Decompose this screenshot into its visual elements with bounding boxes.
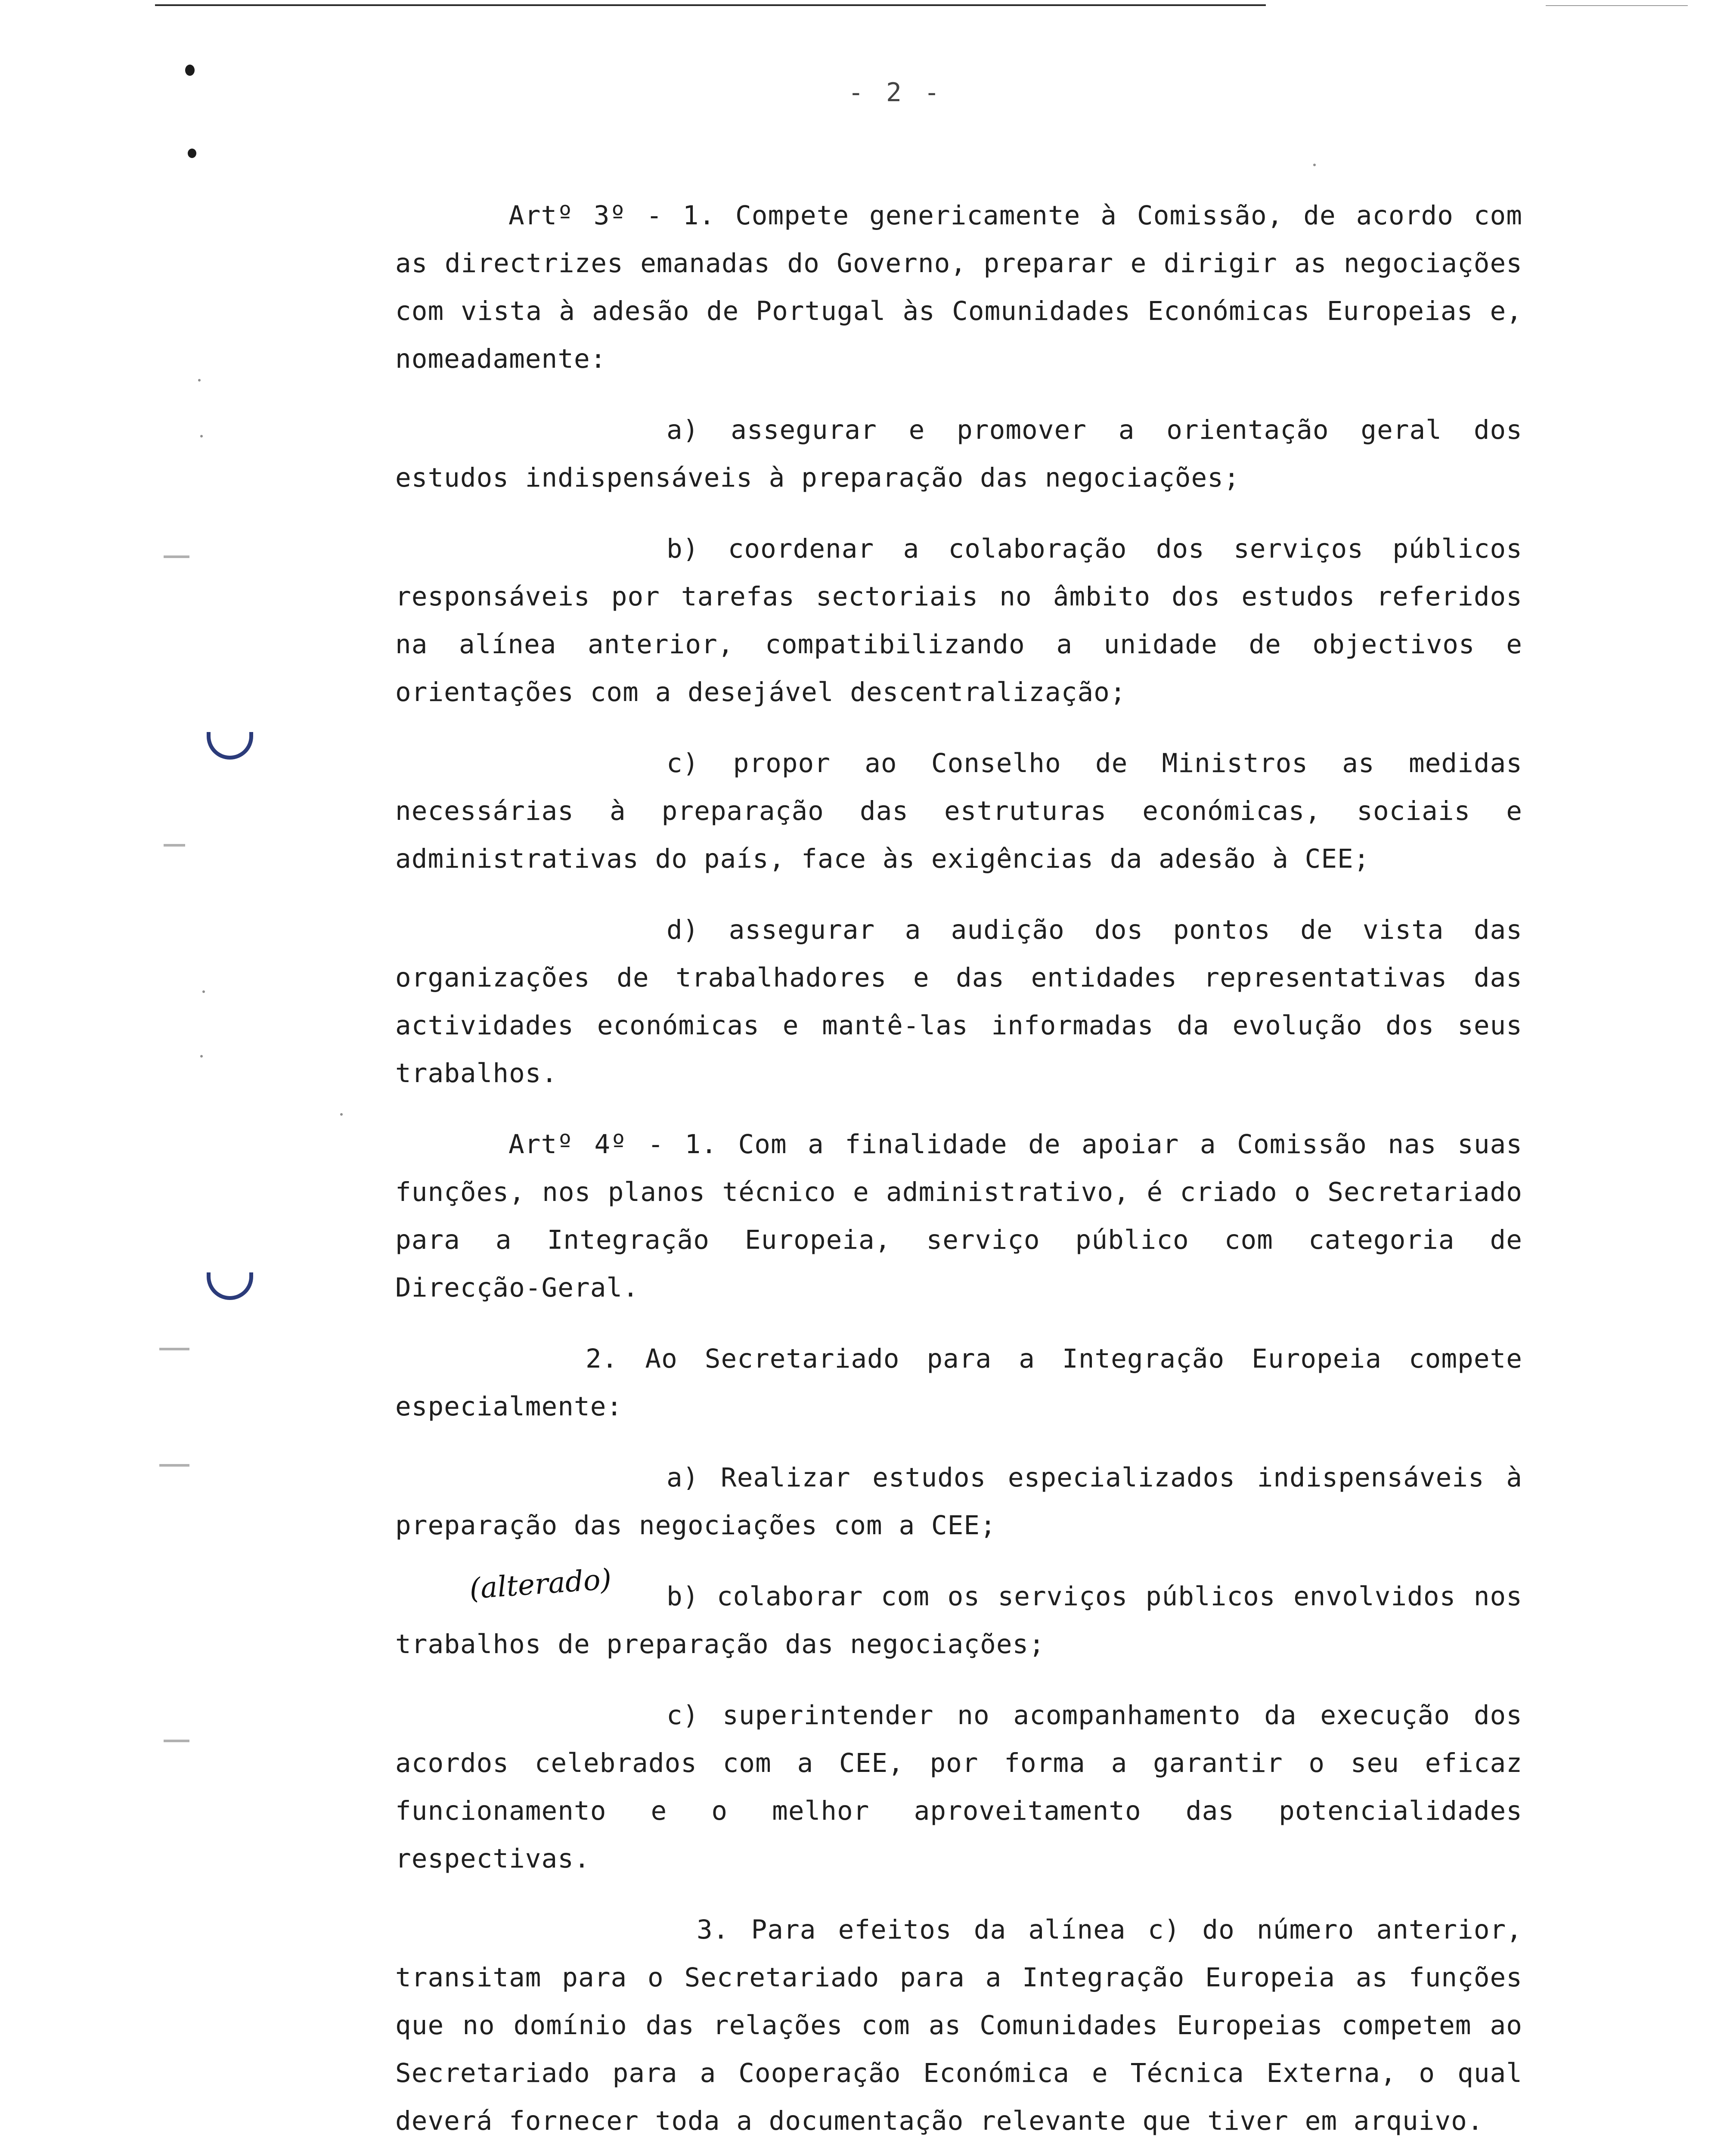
binder-hole-mark bbox=[207, 732, 253, 760]
scan-speck bbox=[200, 1055, 203, 1058]
scan-speck bbox=[340, 1113, 343, 1116]
scan-speck bbox=[202, 990, 205, 993]
page-number: - 2 - bbox=[848, 78, 943, 108]
article-3-item-c: c) propor ao Conselho de Ministros as medidas necessárias à preparação das estruturas económicas, sociais e administrativas do país, face às exigências da adesão à CEE; bbox=[395, 748, 1522, 874]
article-3-item-d: d) assegurar a audição dos pontos de vista das organizações de trabalhadores e das entidades representativas das actividades económicas e mantê-las informadas da evolução dos seus trabalhos. bbox=[395, 915, 1522, 1089]
margin-scribble bbox=[159, 1348, 189, 1350]
punch-mark bbox=[188, 149, 196, 158]
margin-scribble bbox=[164, 844, 185, 847]
article-4-paragraph-2: 2. Ao Secretariado para a Integração Europeia compete especialmente: bbox=[395, 1343, 1522, 1422]
article-4-item-c: c) superintender no acompanhamento da execução dos acordos celebrados com a CEE, por forma a garantir o seu eficaz funcionamento e o melhor aproveitamento das potencialidades respectivas. bbox=[395, 1700, 1522, 1874]
scan-speck bbox=[198, 379, 201, 382]
margin-scribble bbox=[164, 1740, 189, 1742]
article-4-paragraph-3: 3. Para efeitos da alínea c) do número anterior, transitam para o Secretariado para a Integração Europeia as funções que no domínio das relações com as Comunidades Europeias competem ao Secretariado para a Cooperação Económica e Técnica Externa, o qual deverá fornecer toda a documentação relevante que tiver em arquivo. bbox=[395, 1914, 1522, 2136]
article-3-item-b: b) coordenar a colaboração dos serviços públicos responsáveis por tarefas sectoriais no âmbito dos estudos referidos na alínea anterior, compatibilizando a unidade de objectivos e orientações com a desejável descentralização; bbox=[395, 534, 1522, 707]
article-4-paragraph-1: Artº 4º - 1. Com a finalidade de apoiar a Comissão nas suas funções, nos planos técnico e administrativo, é criado o Secretariado para a Integração Europeia, serviço público com categoria de Direcção-Geral. bbox=[395, 1129, 1522, 1303]
article-4-item-a: a) Realizar estudos especializados indispensáveis à preparação das negociações com a CEE; bbox=[395, 1462, 1522, 1541]
punch-mark bbox=[185, 65, 195, 76]
article-4-item-b: b) colaborar com os serviços públicos envolvidos nos trabalhos de preparação das negociações; bbox=[395, 1581, 1522, 1660]
scan-speck bbox=[1313, 164, 1316, 166]
article-3-item-a: a) assegurar e promover a orientação geral dos estudos indispensáveis à preparação das negociações; bbox=[395, 415, 1522, 493]
document-body bbox=[395, 192, 1522, 2145]
binder-hole-mark bbox=[207, 1272, 253, 1300]
margin-scribble bbox=[164, 555, 189, 558]
top-rule bbox=[155, 4, 1266, 6]
margin-scribble bbox=[159, 1464, 189, 1467]
article-3-paragraph: Artº 3º - 1. Compete genericamente à Comissão, de acordo com as directrizes emanadas do Governo, preparar e dirigir as negociações com vista à adesão de Portugal às Comunidades Económicas Europeias e, nomeadamente: bbox=[395, 200, 1522, 374]
scan-speck bbox=[200, 435, 203, 437]
top-rule-fragment bbox=[1546, 5, 1688, 6]
handwritten-note: (alterado) bbox=[468, 1562, 613, 1606]
